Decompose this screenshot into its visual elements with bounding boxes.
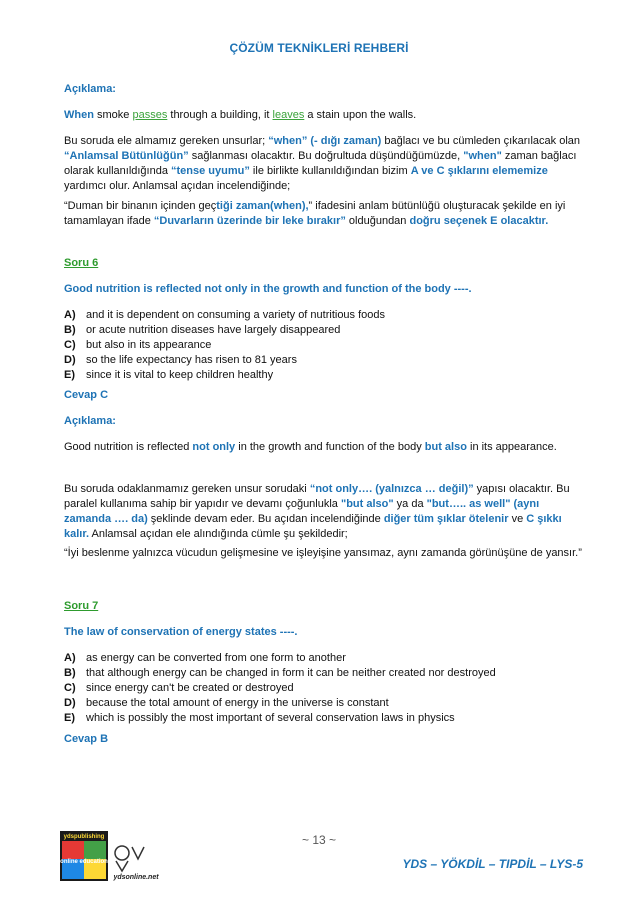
option-text: so the life expectancy has risen to 81 years: [86, 354, 297, 366]
page-header-title: ÇÖZÜM TEKNİKLERİ REHBERİ: [229, 41, 409, 55]
text: şeklinde devam eder. Bu açıdan incelendiğinde: [147, 513, 384, 525]
text: Good nutrition is reflected: [64, 441, 193, 453]
text: through a building, it: [167, 109, 273, 121]
highlight: "but….. as well" (aynı zamanda …. da): [64, 498, 540, 525]
text: olduğundan: [345, 215, 410, 227]
text: in the growth and function of the body: [235, 441, 425, 453]
option-letter: D): [64, 697, 76, 709]
option-text: and it is dependent on consuming a variety of nutritious foods: [86, 309, 386, 321]
option-letter: E): [64, 369, 75, 381]
question-7-options: [64, 651, 604, 726]
question-7-label: Soru 7: [64, 600, 99, 612]
explanation-label-2: Açıklama:: [64, 415, 116, 427]
text: Bu soruda odaklanmamız gereken unsur sorudaki: [64, 483, 310, 495]
text: ile birlikte kullanıldığından bizim: [249, 165, 411, 177]
word-passes: passes: [132, 109, 168, 121]
option-text: because the total amount of energy in the universe is constant: [86, 697, 389, 709]
option-text: that although energy can be changed in form it can be neither created nor destroyed: [86, 667, 496, 679]
example-sentence: [64, 108, 584, 123]
explanation-paragraph-1: [64, 134, 584, 194]
highlight: “not only…. (yalnızca … değil)”: [309, 483, 474, 495]
highlight: “Duvarların üzerinde bir leke bırakır”: [153, 215, 346, 227]
option-b[interactable]: [64, 666, 604, 681]
logo-text-top: ydspublishing: [63, 834, 105, 840]
logo-text-bottom: ydsonline.net: [113, 874, 159, 881]
text: “Duman bir binanın içinden geç: [64, 200, 217, 212]
question-6-answer: Cevap C: [64, 389, 109, 401]
option-text: or acute nutrition diseases have largely disappeared: [86, 324, 341, 336]
text: bağlacı ve bu cümleden çıkarılacak olan: [381, 135, 581, 147]
highlight: doğru seçenek E olacaktır.: [409, 215, 549, 227]
option-a[interactable]: [64, 651, 604, 666]
highlight: not only: [192, 441, 236, 453]
text: yapısı olacaktır. Bu paralel kullanıma sahip bir yapıdır ve devamı çoğunlukla: [64, 483, 570, 510]
option-letter: D): [64, 354, 76, 366]
highlight: “when” (- dığı zaman): [268, 135, 382, 147]
highlight: tiği zaman(when),: [216, 200, 309, 212]
text: ve: [508, 513, 527, 525]
option-text: since energy can't be created or destroyed: [86, 682, 294, 694]
option-letter: B): [64, 667, 76, 679]
option-d[interactable]: [64, 696, 604, 711]
option-c[interactable]: [64, 681, 604, 696]
text: Anlamsal açıdan ele alındığında cümle şu şekildedir;: [89, 528, 348, 540]
footer-exam-list: YDS – YÖKDİL – TIPDİL – LYS-5: [402, 857, 583, 871]
option-a[interactable]: [64, 308, 584, 323]
q6-explanation-2: [64, 482, 584, 542]
option-text: as energy can be converted from one form to another: [86, 652, 346, 664]
question-7-stem: The law of conservation of energy states ----.: [64, 626, 298, 638]
option-letter: B): [64, 324, 76, 336]
text: smoke: [93, 109, 133, 121]
highlight: "but also": [340, 498, 394, 510]
highlight: “Anlamsal Bütünlüğün”: [64, 150, 189, 162]
option-text: which is possibly the most important of several conservation laws in physics: [86, 712, 455, 724]
highlight: but also: [424, 441, 467, 453]
highlight: diğer tüm şıklar ötelenir: [383, 513, 509, 525]
question-6-stem: Good nutrition is reflected not only in the growth and function of the body ----.: [64, 283, 472, 295]
highlight: A ve C şıklarını elememize: [410, 165, 548, 177]
question-6-options: [64, 308, 584, 383]
option-text: but also in its appearance: [86, 339, 212, 351]
option-e[interactable]: [64, 711, 604, 726]
text: zaman bağlacı olarak kullanıldığında: [64, 150, 577, 177]
option-letter: A): [64, 652, 76, 664]
explanation-label-1: Açıklama:: [64, 83, 116, 95]
word-leaves: leaves: [272, 109, 305, 121]
option-d[interactable]: [64, 353, 584, 368]
text: a stain upon the walls.: [304, 109, 417, 121]
text: ” ifadesini anlam bütünlüğü oluşturacak şekilde en iyi tamamlayan ifade: [64, 200, 566, 227]
highlight: "when": [463, 150, 502, 162]
q6-translation: “İyi beslenme yalnızca vücudun gelişmesine ve işleyişine yansımaz, aynı zamanda görünüşüne de yansır.”: [64, 547, 582, 559]
option-letter: C): [64, 682, 76, 694]
option-b[interactable]: [64, 323, 584, 338]
text: ya da: [393, 498, 427, 510]
text: yardımcı olur. Anlamsal açıdan incelendiğinde;: [64, 180, 291, 192]
question-6-label: Soru 6: [64, 257, 99, 269]
option-e[interactable]: [64, 368, 584, 383]
word-when: When: [64, 109, 94, 121]
question-7-answer: Cevap B: [64, 733, 109, 745]
explanation-paragraph-2: [64, 199, 584, 229]
q6-explanation-1: [64, 440, 584, 455]
logo-text-mid: online education: [60, 859, 108, 865]
option-letter: E): [64, 712, 75, 724]
page-number: ~ 13 ~: [301, 833, 337, 847]
option-letter: A): [64, 309, 76, 321]
option-letter: C): [64, 339, 76, 351]
text: sağlanması olacaktır. Bu doğrultuda düşündüğümüzde,: [188, 150, 464, 162]
option-text: since it is vital to keep children healthy: [86, 369, 274, 381]
highlight: “tense uyumu”: [171, 165, 250, 177]
text: Bu soruda ele almamız gereken unsurlar;: [64, 135, 269, 147]
option-c[interactable]: [64, 338, 584, 353]
highlight: C şıkkı kalır.: [64, 513, 562, 540]
text: in its appearance.: [466, 441, 557, 453]
